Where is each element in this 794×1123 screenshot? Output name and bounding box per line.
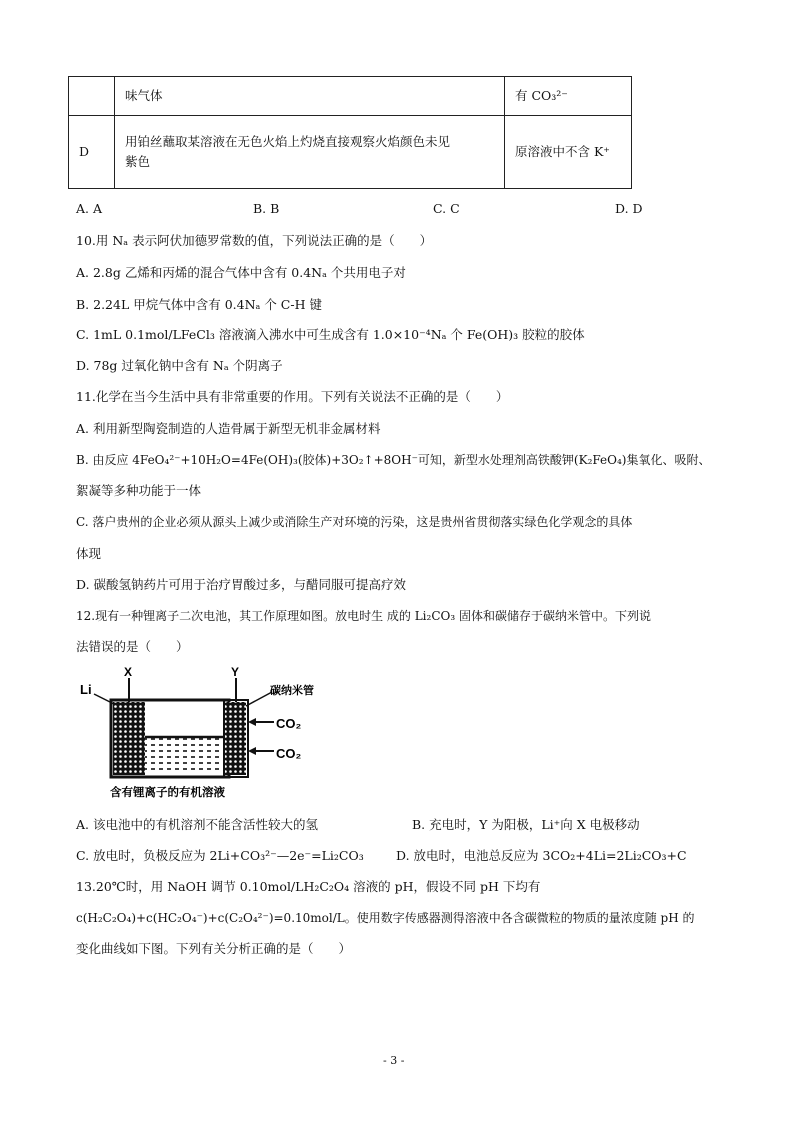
q10-stem: 10.用 Nₐ 表示阿伏加德罗常数的值，下列说法正确的是（ ） — [76, 233, 433, 248]
table-row — [69, 77, 632, 116]
q11-stem: 11.化学在当今生活中具有非常重要的作用。下列有关说法不正确的是（ ） — [76, 389, 509, 404]
q10-option-d: D. 78g 过氧化钠中含有 Nₐ 个阴离子 — [76, 358, 283, 373]
table-cell-operation — [115, 116, 505, 189]
arrow-head-icon — [248, 718, 256, 726]
table-cell-label: D — [69, 116, 115, 189]
q11-option-b-line1: B. 由反应 4FeO₄²⁻+10H₂O=4Fe(OH)₃(胶体)+3O₂↑+8OH⁻可知，新型水处理剂高铁酸钾(K₂FeO₄)集氧化、吸附、 — [76, 453, 711, 467]
arrow-head-icon — [248, 747, 256, 755]
q13-stem-line2: c(H₂C₂O₄)+c(HC₂O₄⁻)+c(C₂O₄²⁻)=0.10mol/L。使用数字传感器测得溶液中各含碳微粒的物质的量浓度随 pH 的 — [76, 911, 695, 925]
q12-option-c: C. 放电时，负极反应为 2Li+CO₃²⁻—2e⁻=Li₂CO₃ — [76, 848, 364, 863]
table-cell-text: 用铂丝蘸取某溶液在无色火焰上灼烧直接观察火焰颜色未见 — [125, 134, 451, 149]
table-row — [69, 116, 632, 189]
table-cell-conclusion: 原溶液中不含 K⁺ — [505, 116, 632, 189]
y-label: Y — [231, 665, 240, 679]
page-number: - 3 - — [383, 1054, 405, 1067]
co2-label: CO₂ — [276, 716, 302, 731]
q10-option-a: A. 2.8g 乙烯和丙烯的混合气体中含有 0.4Nₐ 个共用电子对 — [76, 265, 406, 280]
q11-option-d: D. 碳酸氢钠药片可用于治疗胃酸过多，与醋同服可提高疗效 — [76, 577, 407, 592]
carbon-nanotube-electrode — [224, 702, 246, 775]
q12-option-b: B. 充电时，Y 为阳极，Li⁺向 X 电极移动 — [412, 817, 640, 832]
q9-option-c: C. C — [433, 201, 460, 216]
q11-option-a: A. 利用新型陶瓷制造的人造骨属于新型无机非金属材料 — [76, 421, 381, 436]
q9-option-d: D. D — [615, 201, 643, 216]
q12-option-a: A. 该电池中的有机溶剂不能含活性较大的氢 — [76, 817, 318, 832]
q11-option-c-line2: 体现 — [76, 546, 102, 561]
x-label: X — [124, 665, 133, 679]
battery-diagram — [78, 664, 378, 804]
li-label: Li — [80, 682, 92, 697]
q11-option-b-line2: 絮凝等多种功能于一体 — [76, 483, 202, 498]
table-cell-conclusion: 有 CO₃²⁻ — [505, 77, 632, 116]
q9-option-a: A. A — [76, 201, 103, 216]
co2-label: CO₂ — [276, 746, 302, 761]
table-cell-label — [69, 77, 115, 116]
q12-stem-line2: 法错误的是（ ） — [76, 639, 189, 654]
nanotube-label: 碳纳米管 — [270, 684, 314, 697]
answer-table — [68, 76, 632, 189]
q12-stem-line1: 12.现有一种锂离子二次电池，其工作原理如图。放电时生 成的 Li₂CO₃ 固体和碳储存于碳纳米管中。下列说 — [76, 609, 651, 623]
q13-stem-line1: 13.20℃时，用 NaOH 调节 0.10mol/LH₂C₂O₄ 溶液的 pH，假设不同 pH 下均有 — [76, 879, 541, 894]
q10-option-c: C. 1mL 0.1mol/LFeCl₃ 溶液滴入沸水中可生成含有 1.0×10⁻⁴Nₐ 个 Fe(OH)₃ 胶粒的胶体 — [76, 327, 585, 342]
q12-option-d: D. 放电时，电池总反应为 3CO₂+4Li=2Li₂CO₃+C — [396, 848, 687, 863]
li-electrode — [113, 702, 145, 775]
table-cell-text: 紫色 — [125, 154, 151, 169]
table-cell-operation: 味气体 — [115, 77, 505, 116]
diagram-caption: 含有锂离子的有机溶液 — [110, 785, 225, 799]
q10-option-b: B. 2.24L 甲烷气体中含有 0.4Nₐ 个 C-H 键 — [76, 297, 322, 312]
q13-stem-line3: 变化曲线如下图。下列有关分析正确的是（ ） — [76, 941, 352, 956]
q9-option-b: B. B — [253, 201, 280, 216]
q11-option-c-line1: C. 落户贵州的企业必须从源头上减少或消除生产对环境的污染，这是贵州省贯彻落实绿色化学观念的具体 — [76, 515, 633, 529]
